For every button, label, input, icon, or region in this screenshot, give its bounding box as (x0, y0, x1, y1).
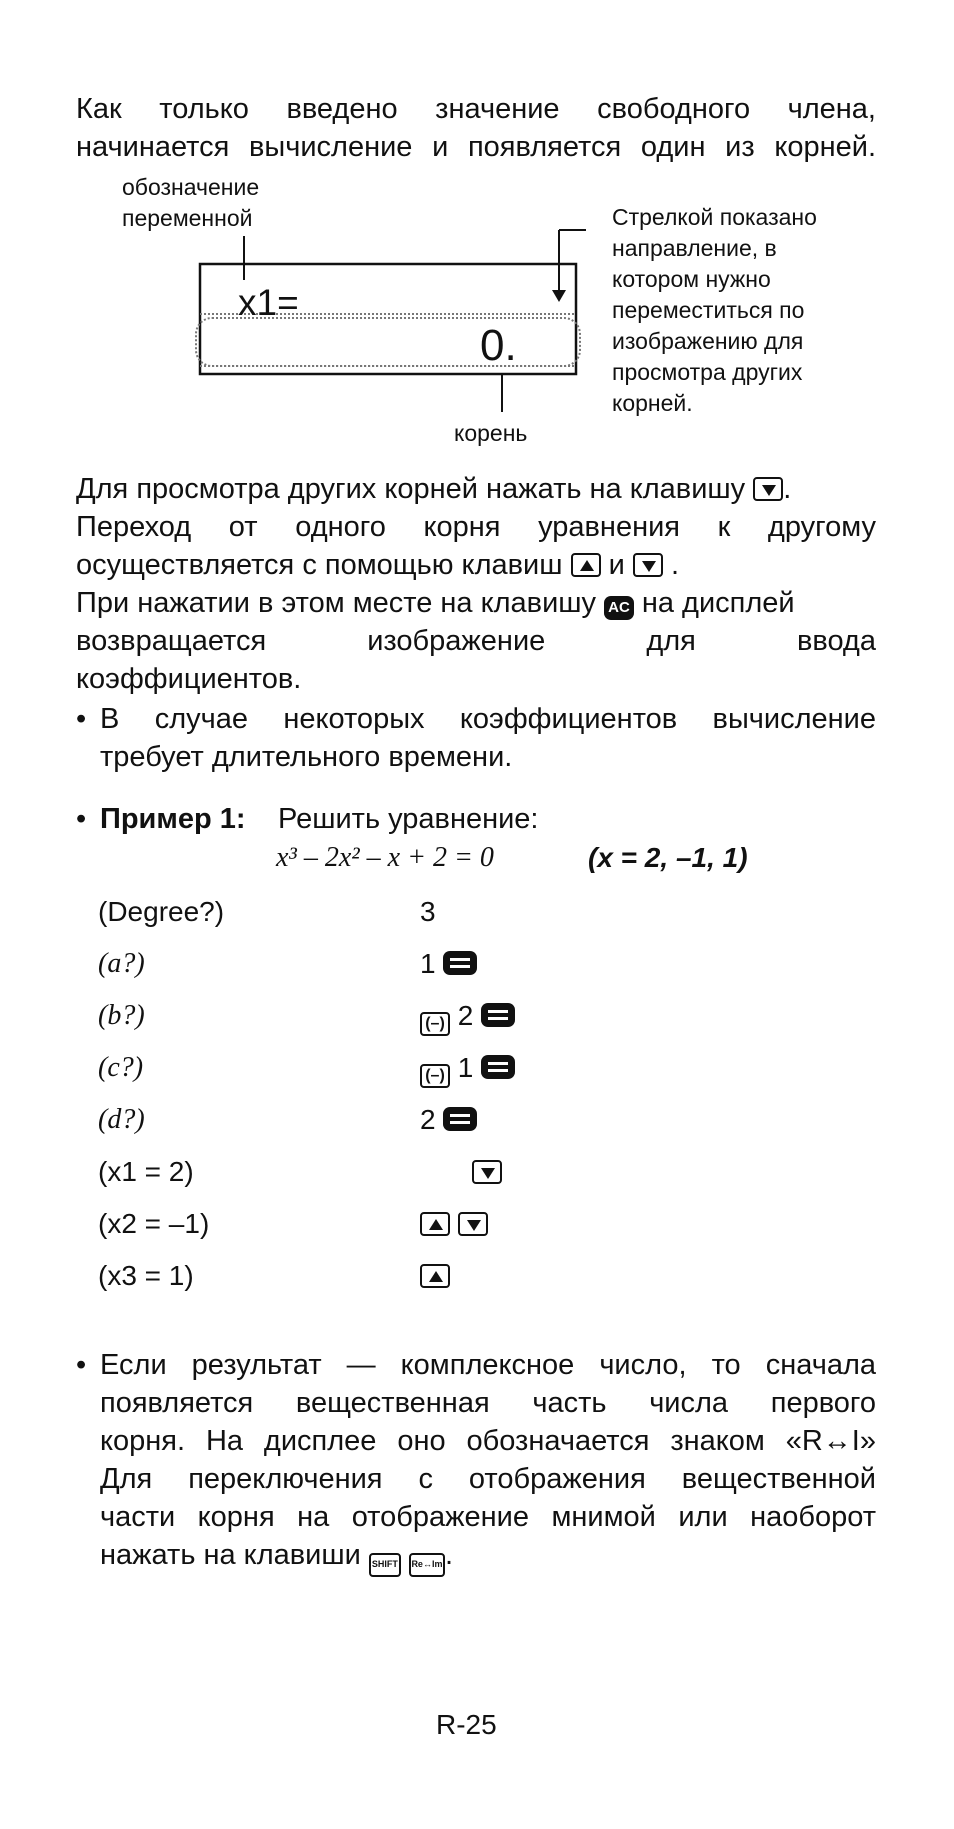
bullet-dot: • (76, 803, 87, 835)
example-solutions: (x = 2, –1, 1) (588, 842, 748, 873)
equals-key-icon (481, 1055, 515, 1079)
prompt-c: (c?) (98, 1052, 144, 1083)
prompt-d: (d?) (98, 1104, 145, 1135)
down-key-icon (633, 553, 663, 577)
negative-key-icon: (–) (420, 1012, 450, 1036)
input-c: (–) 1 (420, 1050, 515, 1088)
input-a: 1 (420, 946, 477, 982)
bullet2-line-6: нажать на клавиши SHIFT Re↔Im. (100, 1536, 900, 1577)
variable-label: обозначение переменной (122, 174, 260, 231)
down-arrow-indicator (552, 290, 566, 302)
display-variable: x1= (238, 282, 299, 323)
prompt-x3: (x3 = 1) (98, 1260, 194, 1291)
input-x3 (420, 1258, 450, 1294)
intro-line-2: начинается вычисление и появляется один из корней. (76, 131, 876, 163)
example-label: Пример 1: (100, 803, 246, 835)
bullet1-line-1: В случае некоторых коэффициентов вычисление (100, 703, 876, 735)
para2-line-5: возвращается изображение для ввода (76, 625, 876, 657)
input-degree: 3 (420, 896, 436, 927)
display-value: 0. (480, 321, 517, 370)
equals-key-icon (443, 1107, 477, 1131)
bullet1-line-2: требует длительного времени. (100, 741, 513, 773)
re-im-key-icon: Re↔Im (409, 1553, 445, 1577)
down-key-icon (458, 1212, 488, 1236)
bullet2-line-3: корня. На дисплее оно обозначается знаком «R↔I» (100, 1425, 876, 1457)
bullet-dot: • (76, 1349, 87, 1381)
example-equation: x³ – 2x² – x + 2 = 0 (276, 842, 494, 873)
para2-line-1: Для просмотра других корней нажать на клавишу . (76, 473, 792, 505)
root-label: корень (454, 420, 528, 446)
bullet2-line-2: появляется вещественная часть числа первого (100, 1387, 876, 1419)
input-x1 (472, 1154, 502, 1190)
bullet-dot: • (76, 703, 87, 735)
shift-key-icon: SHIFT (369, 1553, 401, 1577)
intro-line-1: Как только введено значение свободного члена, (76, 93, 876, 125)
ac-key-icon: AC (604, 596, 634, 620)
bullet2-line-1: Если результат — комплексное число, то сначала (100, 1349, 876, 1381)
up-key-icon (420, 1264, 450, 1288)
para2-line-2: Переход от одного корня уравнения к другому (76, 511, 876, 543)
down-key-icon (753, 477, 783, 501)
prompt-b: (b?) (98, 1000, 145, 1031)
bullet2-line-4: Для переключения с отображения вещественной (100, 1463, 876, 1495)
up-key-icon (571, 553, 601, 577)
para2-line-6: коэффициентов. (76, 663, 302, 695)
para2-line-4: При нажатии в этом месте на клавишу AC на дисплей (76, 587, 795, 619)
arrow-note: Стрелкой показано направление, в котором нужно переместиться по изображению для просмотра других корней. (612, 204, 817, 416)
down-key-icon (472, 1160, 502, 1184)
input-b: (–) 2 (420, 998, 515, 1036)
equals-key-icon (443, 951, 477, 975)
para2-line-3: осуществляется с помощью клавиш и . (76, 549, 680, 581)
display-illustration (180, 228, 600, 448)
bullet2-line-5: части корня на отображение мнимой или наоборот (100, 1501, 876, 1533)
input-x2 (420, 1206, 488, 1242)
prompt-x2: (x2 = –1) (98, 1208, 210, 1239)
equals-key-icon (481, 1003, 515, 1027)
page-number: R-25 (436, 1709, 497, 1740)
prompt-degree: (Degree?) (98, 896, 225, 927)
up-key-icon (420, 1212, 450, 1236)
prompt-a: (a?) (98, 948, 145, 979)
input-d: 2 (420, 1102, 477, 1138)
example-task: Решить уравнение: (278, 803, 539, 835)
prompt-x1: (x1 = 2) (98, 1156, 194, 1187)
negative-key-icon: (–) (420, 1064, 450, 1088)
